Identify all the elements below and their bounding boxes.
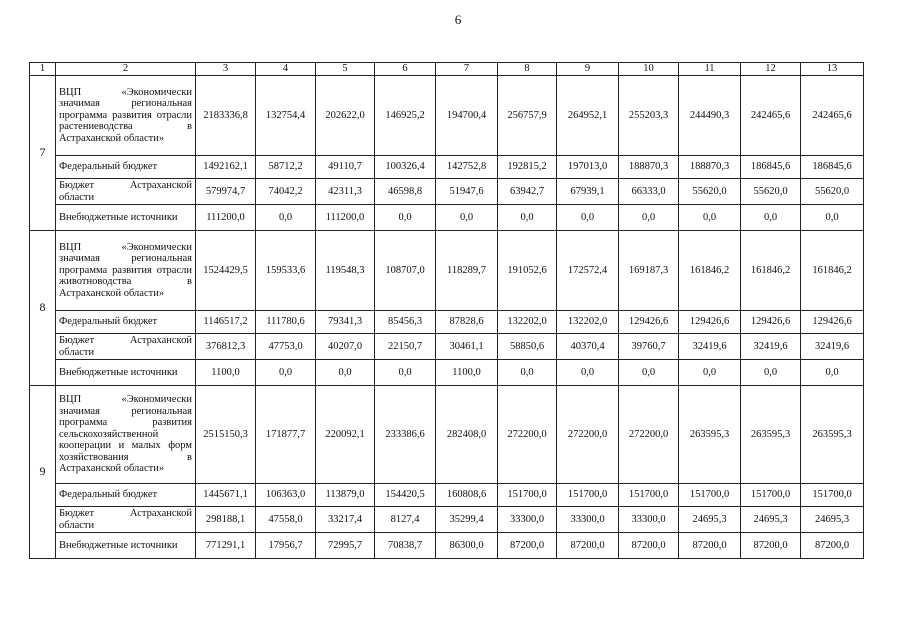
value-cell: 32419,6 bbox=[741, 334, 801, 360]
row-label: Бюджет Астраханской области bbox=[56, 179, 196, 205]
value-cell: 55620,0 bbox=[801, 179, 864, 205]
value-cell: 272200,0 bbox=[498, 386, 557, 484]
value-cell: 0,0 bbox=[619, 205, 679, 231]
value-cell: 244490,3 bbox=[679, 76, 741, 156]
value-cell: 55620,0 bbox=[679, 179, 741, 205]
value-cell: 86300,0 bbox=[436, 533, 498, 559]
value-cell: 129426,6 bbox=[741, 311, 801, 334]
group-number: 7 bbox=[30, 76, 56, 231]
value-cell: 242465,6 bbox=[741, 76, 801, 156]
value-cell: 2515150,3 bbox=[196, 386, 256, 484]
value-cell: 272200,0 bbox=[557, 386, 619, 484]
value-cell: 100326,4 bbox=[375, 156, 436, 179]
value-cell: 192815,2 bbox=[498, 156, 557, 179]
value-cell: 202622,0 bbox=[316, 76, 375, 156]
value-cell: 233386,6 bbox=[375, 386, 436, 484]
value-cell: 74042,2 bbox=[256, 179, 316, 205]
value-cell: 186845,6 bbox=[741, 156, 801, 179]
row-label: ВЦП «Экономически значимая региональная программа развития сельскохозяйственной кооперации и малых форм хозяйствования в Астраханской области» bbox=[56, 386, 196, 484]
column-header: 2 bbox=[56, 63, 196, 76]
value-cell: 42311,3 bbox=[316, 179, 375, 205]
table-row bbox=[30, 205, 864, 231]
row-label: ВЦП «Экономически значимая региональная программа развития отрасли животноводства в Астраханской области» bbox=[56, 231, 196, 311]
value-cell: 24695,3 bbox=[801, 507, 864, 533]
row-label: ВЦП «Экономически значимая региональная программа развития отрасли растениеводства в Астраханской области» bbox=[56, 76, 196, 156]
value-cell: 35299,4 bbox=[436, 507, 498, 533]
value-cell: 22150,7 bbox=[375, 334, 436, 360]
row-label: Внебюджетные источники bbox=[56, 360, 196, 386]
group-number: 9 bbox=[30, 386, 56, 559]
value-cell: 129426,6 bbox=[679, 311, 741, 334]
value-cell: 132754,4 bbox=[256, 76, 316, 156]
value-cell: 376812,3 bbox=[196, 334, 256, 360]
value-cell: 51947,6 bbox=[436, 179, 498, 205]
value-cell: 132202,0 bbox=[498, 311, 557, 334]
value-cell: 119548,3 bbox=[316, 231, 375, 311]
row-label: Внебюджетные источники bbox=[56, 533, 196, 559]
value-cell: 129426,6 bbox=[619, 311, 679, 334]
value-cell: 132202,0 bbox=[557, 311, 619, 334]
value-cell: 0,0 bbox=[801, 205, 864, 231]
value-cell: 33300,0 bbox=[498, 507, 557, 533]
value-cell: 49110,7 bbox=[316, 156, 375, 179]
value-cell: 771291,1 bbox=[196, 533, 256, 559]
value-cell: 154420,5 bbox=[375, 484, 436, 507]
value-cell: 0,0 bbox=[679, 360, 741, 386]
value-cell: 146925,2 bbox=[375, 76, 436, 156]
value-cell: 58850,6 bbox=[498, 334, 557, 360]
table-row bbox=[30, 179, 864, 205]
value-cell: 161846,2 bbox=[801, 231, 864, 311]
table-row bbox=[30, 507, 864, 533]
row-label: Федеральный бюджет bbox=[56, 156, 196, 179]
column-header: 12 bbox=[741, 63, 801, 76]
column-header: 8 bbox=[498, 63, 557, 76]
value-cell: 32419,6 bbox=[801, 334, 864, 360]
column-header: 6 bbox=[375, 63, 436, 76]
value-cell: 0,0 bbox=[436, 205, 498, 231]
budget-table bbox=[29, 62, 864, 559]
value-cell: 70838,7 bbox=[375, 533, 436, 559]
value-cell: 40207,0 bbox=[316, 334, 375, 360]
value-cell: 79341,3 bbox=[316, 311, 375, 334]
row-label: Федеральный бюджет bbox=[56, 484, 196, 507]
value-cell: 46598,8 bbox=[375, 179, 436, 205]
value-cell: 24695,3 bbox=[679, 507, 741, 533]
value-cell: 87200,0 bbox=[557, 533, 619, 559]
value-cell: 0,0 bbox=[557, 360, 619, 386]
table-row bbox=[30, 156, 864, 179]
value-cell: 197013,0 bbox=[557, 156, 619, 179]
value-cell: 40370,4 bbox=[557, 334, 619, 360]
value-cell: 0,0 bbox=[256, 360, 316, 386]
row-label: Бюджет Астраханской области bbox=[56, 334, 196, 360]
value-cell: 87200,0 bbox=[741, 533, 801, 559]
value-cell: 87200,0 bbox=[619, 533, 679, 559]
value-cell: 263595,3 bbox=[741, 386, 801, 484]
value-cell: 186845,6 bbox=[801, 156, 864, 179]
column-header: 3 bbox=[196, 63, 256, 76]
value-cell: 106363,0 bbox=[256, 484, 316, 507]
value-cell: 1146517,2 bbox=[196, 311, 256, 334]
column-header: 9 bbox=[557, 63, 619, 76]
value-cell: 263595,3 bbox=[801, 386, 864, 484]
value-cell: 255203,3 bbox=[619, 76, 679, 156]
value-cell: 242465,6 bbox=[801, 76, 864, 156]
value-cell: 0,0 bbox=[619, 360, 679, 386]
value-cell: 111200,0 bbox=[196, 205, 256, 231]
value-cell: 47753,0 bbox=[256, 334, 316, 360]
value-cell: 0,0 bbox=[498, 360, 557, 386]
value-cell: 87828,6 bbox=[436, 311, 498, 334]
value-cell: 67939,1 bbox=[557, 179, 619, 205]
value-cell: 1445671,1 bbox=[196, 484, 256, 507]
column-header: 1 bbox=[30, 63, 56, 76]
value-cell: 0,0 bbox=[741, 205, 801, 231]
value-cell: 188870,3 bbox=[619, 156, 679, 179]
value-cell: 8127,4 bbox=[375, 507, 436, 533]
value-cell: 0,0 bbox=[557, 205, 619, 231]
value-cell: 108707,0 bbox=[375, 231, 436, 311]
value-cell: 151700,0 bbox=[619, 484, 679, 507]
value-cell: 256757,9 bbox=[498, 76, 557, 156]
column-header: 5 bbox=[316, 63, 375, 76]
value-cell: 171877,7 bbox=[256, 386, 316, 484]
value-cell: 0,0 bbox=[741, 360, 801, 386]
value-cell: 220092,1 bbox=[316, 386, 375, 484]
value-cell: 1100,0 bbox=[196, 360, 256, 386]
column-header: 13 bbox=[801, 63, 864, 76]
value-cell: 161846,2 bbox=[741, 231, 801, 311]
value-cell: 33300,0 bbox=[557, 507, 619, 533]
value-cell: 85456,3 bbox=[375, 311, 436, 334]
value-cell: 0,0 bbox=[498, 205, 557, 231]
value-cell: 33217,4 bbox=[316, 507, 375, 533]
value-cell: 0,0 bbox=[256, 205, 316, 231]
table-row bbox=[30, 360, 864, 386]
value-cell: 72995,7 bbox=[316, 533, 375, 559]
value-cell: 63942,7 bbox=[498, 179, 557, 205]
value-cell: 194700,4 bbox=[436, 76, 498, 156]
value-cell: 151700,0 bbox=[801, 484, 864, 507]
value-cell: 55620,0 bbox=[741, 179, 801, 205]
value-cell: 151700,0 bbox=[498, 484, 557, 507]
value-cell: 1100,0 bbox=[436, 360, 498, 386]
value-cell: 151700,0 bbox=[557, 484, 619, 507]
table-row bbox=[30, 311, 864, 334]
column-header: 7 bbox=[436, 63, 498, 76]
value-cell: 2183336,8 bbox=[196, 76, 256, 156]
value-cell: 298188,1 bbox=[196, 507, 256, 533]
value-cell: 111200,0 bbox=[316, 205, 375, 231]
value-cell: 30461,1 bbox=[436, 334, 498, 360]
value-cell: 172572,4 bbox=[557, 231, 619, 311]
value-cell: 33300,0 bbox=[619, 507, 679, 533]
value-cell: 160808,6 bbox=[436, 484, 498, 507]
value-cell: 169187,3 bbox=[619, 231, 679, 311]
value-cell: 1524429,5 bbox=[196, 231, 256, 311]
row-label: Бюджет Астраханской области bbox=[56, 507, 196, 533]
row-label: Внебюджетные источники bbox=[56, 205, 196, 231]
value-cell: 87200,0 bbox=[801, 533, 864, 559]
group-number: 8 bbox=[30, 231, 56, 386]
value-cell: 282408,0 bbox=[436, 386, 498, 484]
value-cell: 188870,3 bbox=[679, 156, 741, 179]
value-cell: 0,0 bbox=[801, 360, 864, 386]
table-row bbox=[30, 76, 864, 156]
value-cell: 272200,0 bbox=[619, 386, 679, 484]
value-cell: 191052,6 bbox=[498, 231, 557, 311]
table-row bbox=[30, 334, 864, 360]
value-cell: 159533,6 bbox=[256, 231, 316, 311]
value-cell: 579974,7 bbox=[196, 179, 256, 205]
value-cell: 87200,0 bbox=[679, 533, 741, 559]
value-cell: 0,0 bbox=[375, 205, 436, 231]
page-number: 6 bbox=[454, 12, 462, 27]
value-cell: 129426,6 bbox=[801, 311, 864, 334]
value-cell: 161846,2 bbox=[679, 231, 741, 311]
table-row bbox=[30, 484, 864, 507]
table-row bbox=[30, 231, 864, 311]
value-cell: 263595,3 bbox=[679, 386, 741, 484]
column-header: 4 bbox=[256, 63, 316, 76]
value-cell: 0,0 bbox=[679, 205, 741, 231]
value-cell: 39760,7 bbox=[619, 334, 679, 360]
value-cell: 142752,8 bbox=[436, 156, 498, 179]
value-cell: 24695,3 bbox=[741, 507, 801, 533]
value-cell: 151700,0 bbox=[741, 484, 801, 507]
table-row bbox=[30, 533, 864, 559]
value-cell: 118289,7 bbox=[436, 231, 498, 311]
value-cell: 1492162,1 bbox=[196, 156, 256, 179]
value-cell: 87200,0 bbox=[498, 533, 557, 559]
row-label: Федеральный бюджет bbox=[56, 311, 196, 334]
table-row bbox=[30, 386, 864, 484]
value-cell: 0,0 bbox=[375, 360, 436, 386]
header-row bbox=[30, 63, 864, 76]
value-cell: 151700,0 bbox=[679, 484, 741, 507]
value-cell: 66333,0 bbox=[619, 179, 679, 205]
value-cell: 0,0 bbox=[316, 360, 375, 386]
column-header: 11 bbox=[679, 63, 741, 76]
value-cell: 58712,2 bbox=[256, 156, 316, 179]
value-cell: 113879,0 bbox=[316, 484, 375, 507]
column-header: 10 bbox=[619, 63, 679, 76]
value-cell: 47558,0 bbox=[256, 507, 316, 533]
value-cell: 17956,7 bbox=[256, 533, 316, 559]
value-cell: 32419,6 bbox=[679, 334, 741, 360]
value-cell: 264952,1 bbox=[557, 76, 619, 156]
value-cell: 111780,6 bbox=[256, 311, 316, 334]
